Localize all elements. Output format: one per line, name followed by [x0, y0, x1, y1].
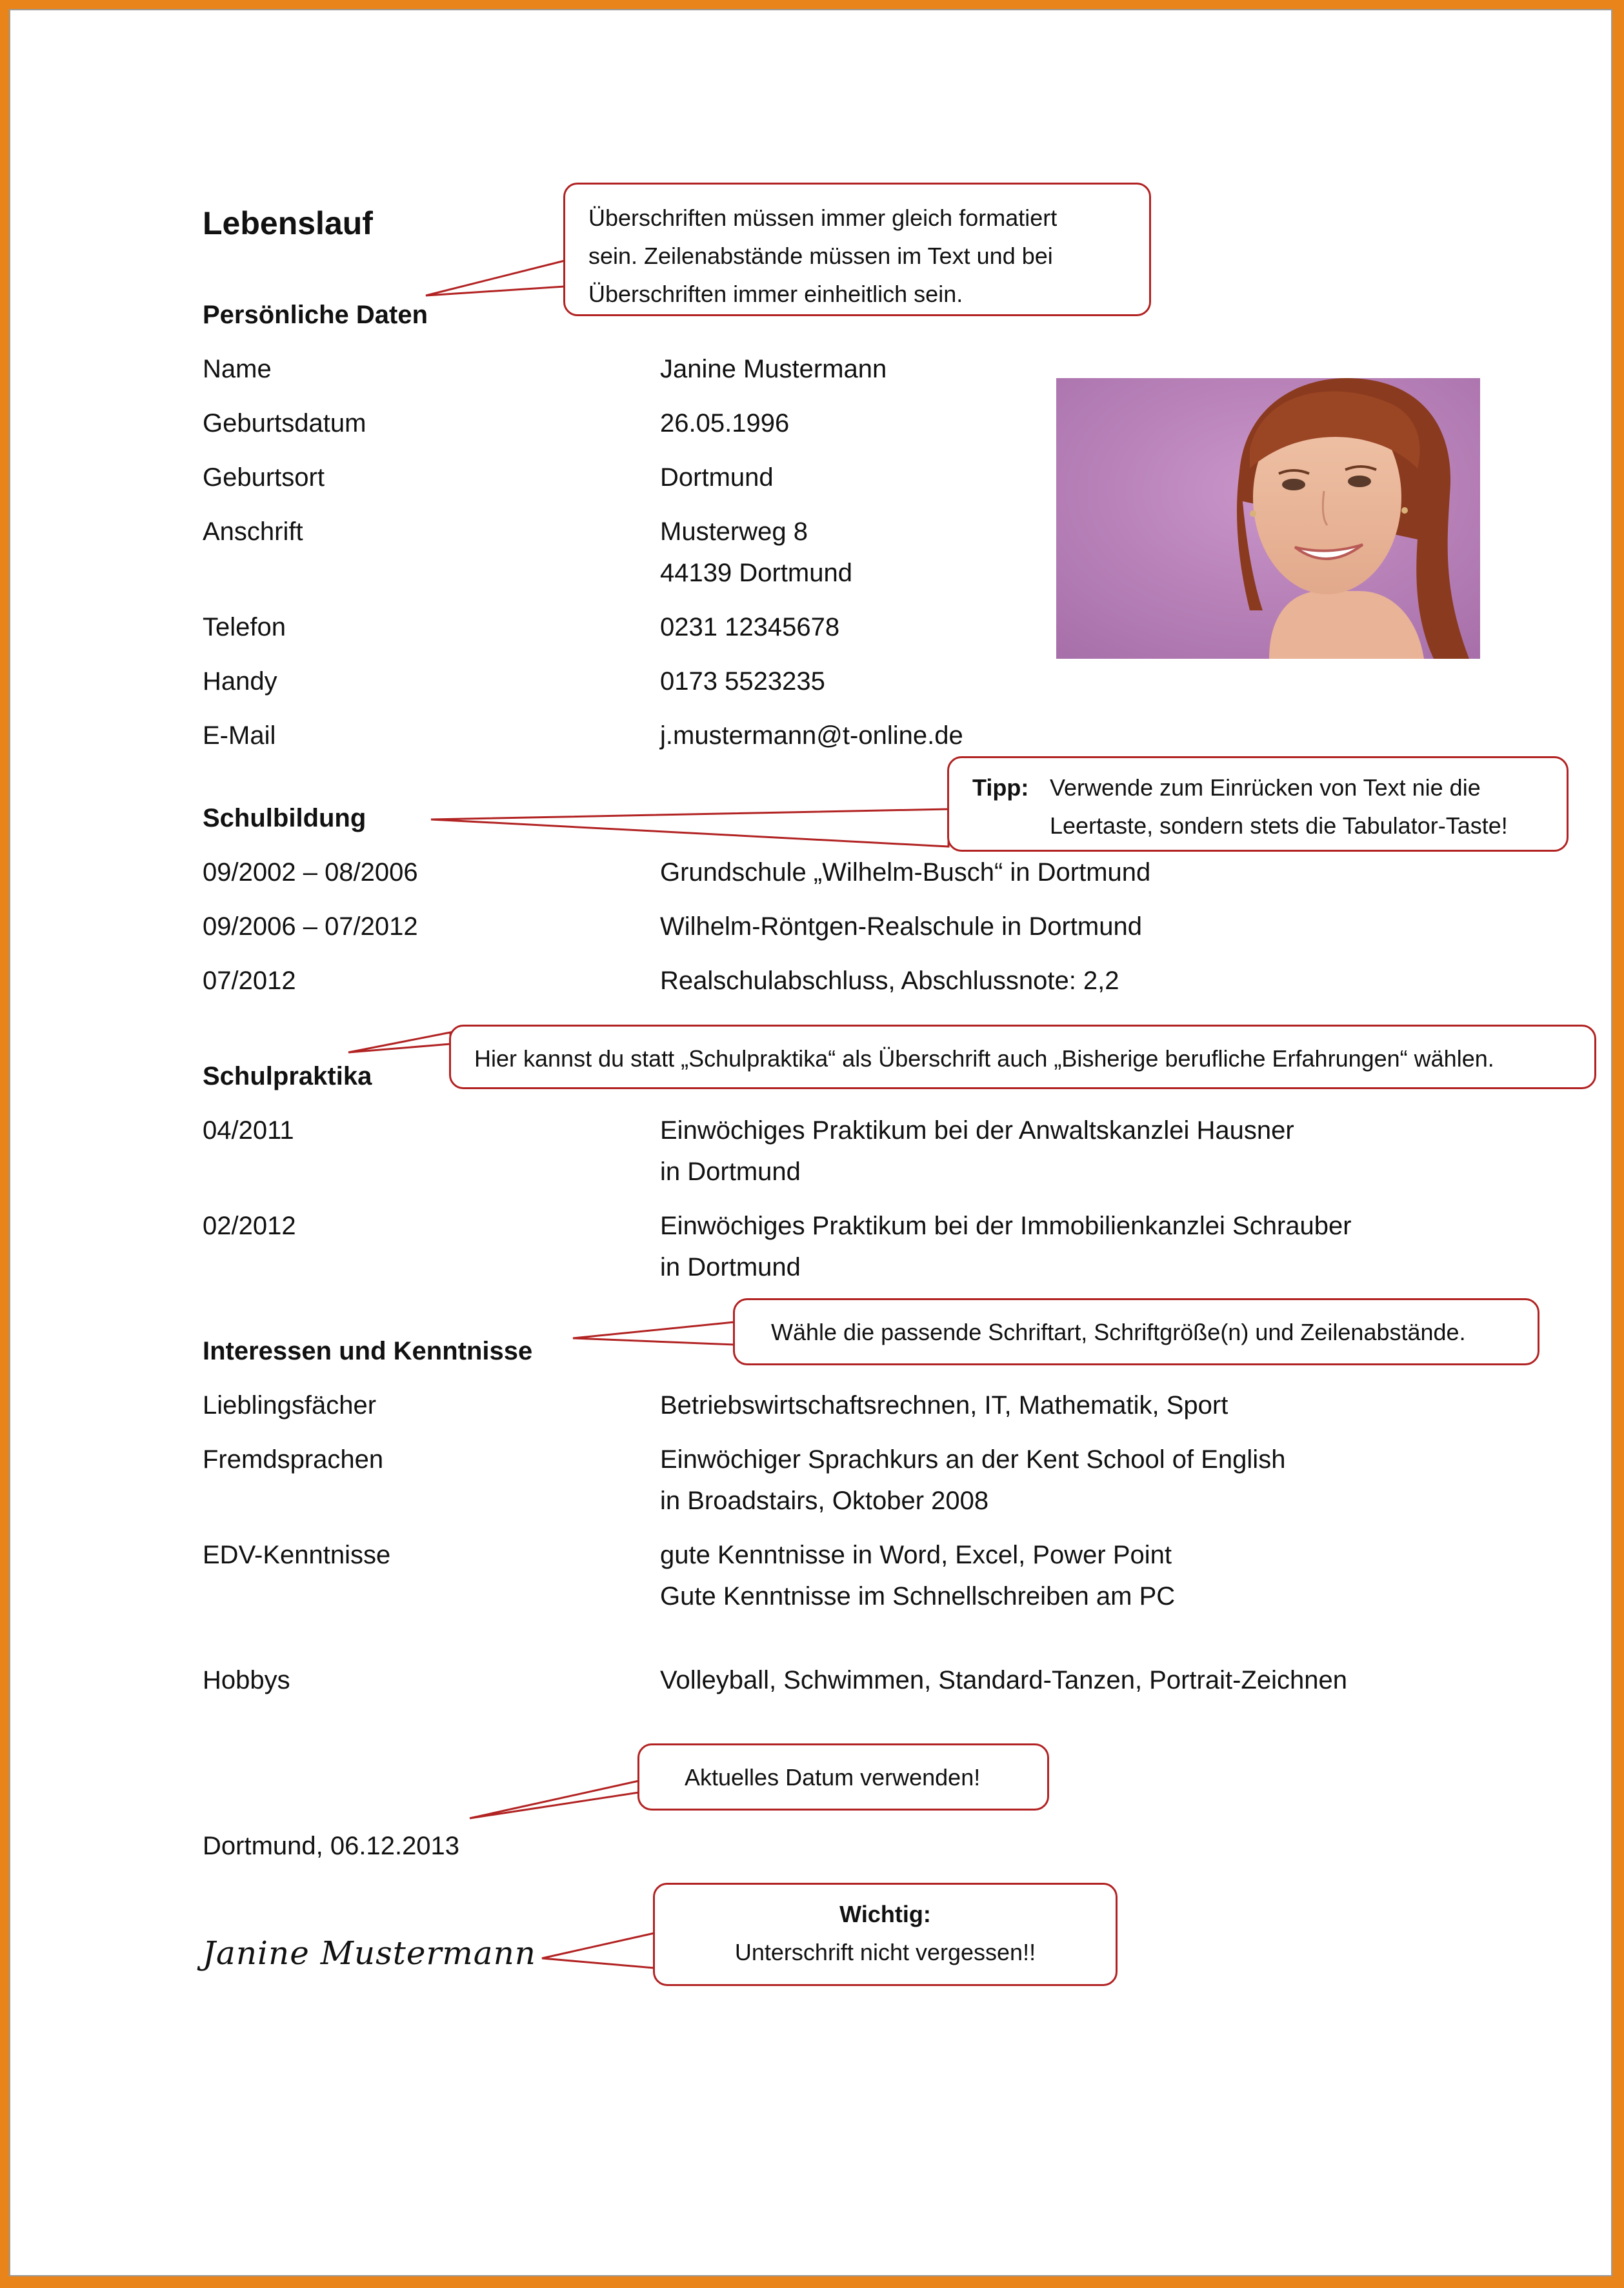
- label-email: E-Mail: [203, 721, 276, 750]
- internship-2-place: in Dortmund: [660, 1253, 801, 1281]
- school-row-2-text: Wilhelm-Röntgen-Realschule in Dortmund: [660, 912, 1142, 941]
- callout-date: [637, 1743, 1049, 1811]
- value-name: Janine Mustermann: [660, 355, 887, 383]
- internship-2-date: 02/2012: [203, 1212, 296, 1240]
- section-heading-internships: Schulpraktika: [203, 1062, 372, 1090]
- callout-tip-line-2: Leertaste, sondern stets die Tabulator-Taste!: [1050, 812, 1508, 839]
- label-birthplace: Geburtsort: [203, 463, 325, 492]
- callout-tip: [947, 756, 1569, 852]
- place-date: Dortmund, 06.12.2013: [203, 1832, 460, 1860]
- callout-signature-text: Unterschrift nicht vergessen!!: [734, 1939, 1036, 1965]
- callout-signature: [653, 1883, 1118, 1986]
- callout-internships: [449, 1025, 1596, 1089]
- callout-font-text: Wähle die passende Schriftart, Schriftgröße(n) und Zeilenabstände.: [771, 1319, 1466, 1345]
- label-name: Name: [203, 355, 272, 383]
- value-phone: 0231 12345678: [660, 613, 840, 641]
- school-row-2-date: 09/2006 – 07/2012: [203, 912, 418, 941]
- value-address-street: Musterweg 8: [660, 517, 808, 546]
- interest-2-value-line2: in Broadstairs, Oktober 2008: [660, 1487, 989, 1515]
- callout-headings-line-2: sein. Zeilenabstände müssen im Text und bei: [588, 243, 1053, 269]
- callout-signature-label: Wichtig:: [839, 1901, 931, 1927]
- portrait-photo: [1056, 378, 1480, 659]
- signature: Janine Mustermann: [203, 1934, 536, 1972]
- callout-date-text: Aktuelles Datum verwenden!: [685, 1764, 981, 1791]
- interest-4-label: Hobbys: [203, 1666, 290, 1694]
- interest-1-value: Betriebswirtschaftsrechnen, IT, Mathematik, Sport: [660, 1391, 1228, 1420]
- label-birthdate: Geburtsdatum: [203, 409, 366, 437]
- callout-font: [733, 1298, 1539, 1365]
- school-row-3-text: Realschulabschluss, Abschlussnote: 2,2: [660, 967, 1119, 995]
- callout-internships-text: Hier kannst du statt „Schulpraktika“ als Überschrift auch „Bisherige berufliche Erfahrungen“ wählen.: [474, 1045, 1494, 1072]
- school-row-1-date: 09/2002 – 08/2006: [203, 858, 418, 887]
- section-heading-personal: Persönliche Daten: [203, 301, 428, 329]
- value-mobile: 0173 5523235: [660, 667, 825, 696]
- section-heading-interests: Interessen und Kenntnisse: [203, 1337, 533, 1365]
- callout-headings-line-1: Überschriften müssen immer gleich formatiert: [588, 205, 1058, 231]
- interest-3-value-line2: Gute Kenntnisse im Schnellschreiben am PC: [660, 1582, 1176, 1611]
- interest-3-label: EDV-Kenntnisse: [203, 1541, 391, 1569]
- interest-2-value: Einwöchiger Sprachkurs an der Kent School of English: [660, 1445, 1286, 1474]
- school-row-3-date: 07/2012: [203, 967, 296, 995]
- internship-1-text: Einwöchiges Praktikum bei der Anwaltskanzlei Hausner: [660, 1116, 1294, 1145]
- label-address: Anschrift: [203, 517, 303, 546]
- value-birthplace: Dortmund: [660, 463, 774, 492]
- internship-2-text: Einwöchiges Praktikum bei der Immobilienkanzlei Schrauber: [660, 1212, 1352, 1240]
- page-title: Lebenslauf: [203, 205, 373, 241]
- callout-headings-line-3: Überschriften immer einheitlich sein.: [588, 281, 963, 307]
- interest-3-value: gute Kenntnisse in Word, Excel, Power Point: [660, 1541, 1172, 1569]
- interest-1-label: Lieblingsfächer: [203, 1391, 377, 1420]
- section-heading-school: Schulbildung: [203, 804, 366, 832]
- callout-tip-line-1: Verwende zum Einrücken von Text nie die: [1050, 774, 1481, 801]
- label-mobile: Handy: [203, 667, 277, 696]
- value-email: j.mustermann@t-online.de: [660, 721, 963, 750]
- interest-2-label: Fremdsprachen: [203, 1445, 384, 1474]
- internship-1-date: 04/2011: [203, 1116, 294, 1145]
- label-phone: Telefon: [203, 613, 286, 641]
- value-birthdate: 26.05.1996: [660, 409, 790, 437]
- interest-4-value: Volleyball, Schwimmen, Standard-Tanzen, Portrait-Zeichnen: [660, 1666, 1347, 1694]
- school-row-1-text: Grundschule „Wilhelm-Busch“ in Dortmund: [660, 858, 1151, 887]
- internship-1-place: in Dortmund: [660, 1158, 801, 1186]
- value-address-city: 44139 Dortmund: [660, 559, 852, 587]
- callout-tip-label: Tipp:: [972, 774, 1029, 801]
- callout-headings: [563, 183, 1151, 316]
